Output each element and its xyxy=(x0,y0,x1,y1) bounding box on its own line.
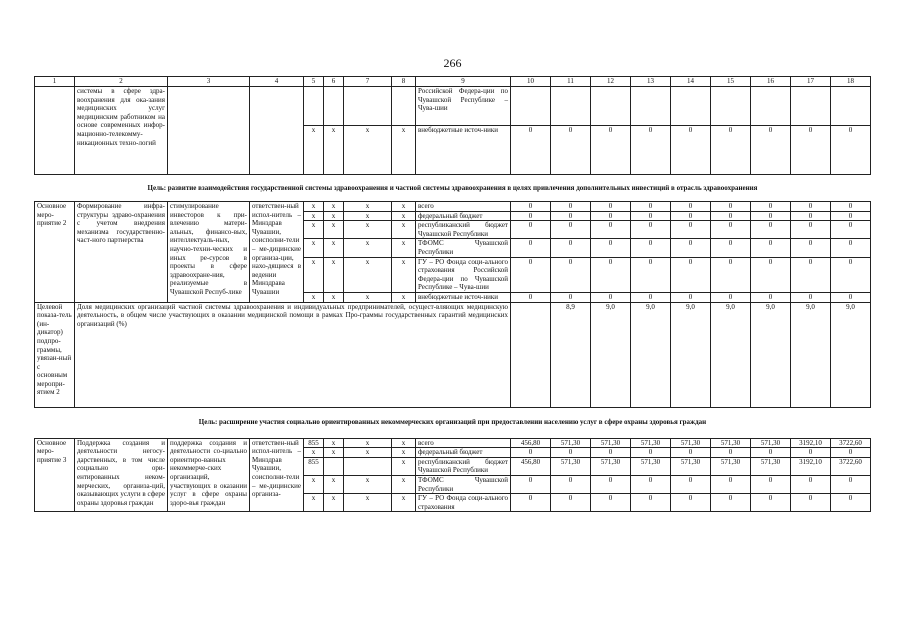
column-number: 1 xyxy=(35,77,75,87)
value-cell: 0 xyxy=(751,475,791,493)
value-cell: 0 xyxy=(631,126,671,175)
code-cell: х xyxy=(324,257,344,292)
value-cell: 571,30 xyxy=(751,457,791,475)
value-cell: 571,30 xyxy=(591,438,631,448)
funding-source-cell: ГУ – РО Фонда соци-ального страхования Российской Федера-ции по Чувашской Республике – Чува-шии xyxy=(416,257,511,292)
value-cell: 571,30 xyxy=(631,457,671,475)
value-cell: 0 xyxy=(831,211,871,221)
funding-source-cell: Российской Федера-ции по Чувашской Республике – Чува-шии xyxy=(416,87,511,126)
measure-number-cell: Основное меро-приятие 2 xyxy=(35,202,75,303)
value-cell: 0 xyxy=(791,448,831,458)
column-number: 15 xyxy=(711,77,751,87)
indicator-row xyxy=(35,302,871,407)
budget-table xyxy=(34,76,871,512)
code-cell: х xyxy=(344,475,392,493)
funding-source-cell: всего xyxy=(416,202,511,212)
column-number: 11 xyxy=(551,77,591,87)
value-cell: 0 xyxy=(671,221,711,239)
code-cell: х xyxy=(324,494,344,512)
column-number: 9 xyxy=(416,77,511,87)
code-cell: х xyxy=(304,494,324,512)
code-cell: х xyxy=(304,257,324,292)
value-cell: 0 xyxy=(751,257,791,292)
empty-cell xyxy=(511,87,551,126)
funding-source-cell: ГУ – РО Фонда соци-ального страхования xyxy=(416,494,511,512)
code-cell: х xyxy=(304,221,324,239)
code-cell: х xyxy=(392,494,416,512)
column-number: 2 xyxy=(75,77,168,87)
code-cell: х xyxy=(392,292,416,302)
code-cell: х xyxy=(304,126,324,175)
code-cell: х xyxy=(324,211,344,221)
column-number: 12 xyxy=(591,77,631,87)
value-cell: 0 xyxy=(791,257,831,292)
empty-cell xyxy=(344,87,392,126)
code-cell: х xyxy=(392,448,416,458)
funding-source-cell: всего xyxy=(416,438,511,448)
code-cell: х xyxy=(324,126,344,175)
value-cell: 0 xyxy=(831,239,871,257)
code-cell: х xyxy=(344,292,392,302)
value-cell: 0 xyxy=(791,126,831,175)
code-cell: х xyxy=(344,221,392,239)
code-cell: х xyxy=(392,202,416,212)
value-cell: 0 xyxy=(511,292,551,302)
code-cell: х xyxy=(304,448,324,458)
value-cell: 0 xyxy=(551,292,591,302)
empty-cell xyxy=(591,87,631,126)
value-cell: 0 xyxy=(791,211,831,221)
value-cell: 571,30 xyxy=(631,438,671,448)
measure-description-cell: поддержка создания и деятельности со-циально ориентиро-ванных некоммерче-ских организаций, участвующих в оказании услуг в сфере охраны здоро-вья граждан xyxy=(168,438,250,512)
code-cell xyxy=(324,457,344,475)
value-cell: 0 xyxy=(791,494,831,512)
code-cell: 855 xyxy=(304,438,324,448)
indicator-value-cell: 8,9 xyxy=(551,302,591,407)
value-cell: 0 xyxy=(711,202,751,212)
value-cell: 0 xyxy=(551,239,591,257)
value-cell: 0 xyxy=(671,292,711,302)
funding-source-cell: внебюджетные источ-ники xyxy=(416,126,511,175)
code-cell: х xyxy=(304,239,324,257)
empty-cell xyxy=(392,87,416,126)
value-cell: 0 xyxy=(751,239,791,257)
value-cell: 571,30 xyxy=(591,457,631,475)
code-cell: х xyxy=(344,438,392,448)
value-cell: 0 xyxy=(751,126,791,175)
goal-heading: Цель: расширение участия социально ориентированных некоммерческих организаций при предоставлении населению услуг в сфере охраны здоровья граждан xyxy=(35,407,871,438)
code-cell: х xyxy=(324,448,344,458)
empty-cell xyxy=(711,87,751,126)
column-number: 8 xyxy=(392,77,416,87)
value-cell: 571,30 xyxy=(551,438,591,448)
value-cell: 0 xyxy=(631,448,671,458)
code-cell: х xyxy=(392,438,416,448)
value-cell: 0 xyxy=(751,202,791,212)
value-cell: 0 xyxy=(631,239,671,257)
value-cell: 0 xyxy=(631,221,671,239)
value-cell: 0 xyxy=(751,448,791,458)
indicator-text-cell: Доля медицинских организаций частной системы здравоохранения и индивидуальных предпринимателей, осущест-вляющих медицинскую деятельность, в общем числе участвующих в оказании медицинской помощи в рамках Про-граммы государственных гарантий медицинских организаций (%) xyxy=(75,302,511,407)
value-cell: 0 xyxy=(591,211,631,221)
value-cell: 571,30 xyxy=(671,438,711,448)
value-cell: 0 xyxy=(591,475,631,493)
value-cell: 0 xyxy=(511,221,551,239)
value-cell: 0 xyxy=(631,211,671,221)
empty-cell xyxy=(35,87,75,175)
measure-name-cell: Поддержка создания и деятельности негосу-дарственных, в том числе социально ори-ентированных неком-мерческих, организа-ций, оказывающих услуги в сфере охраны здоровья граждан xyxy=(75,438,168,512)
value-cell: 0 xyxy=(631,494,671,512)
value-cell: 0 xyxy=(751,292,791,302)
empty-cell xyxy=(631,87,671,126)
funding-source-cell: республиканский бюджет Чувашской Республики xyxy=(416,221,511,239)
value-cell: 0 xyxy=(711,475,751,493)
value-cell: 0 xyxy=(511,448,551,458)
value-cell: 0 xyxy=(551,257,591,292)
column-number: 3 xyxy=(168,77,250,87)
code-cell: х xyxy=(324,221,344,239)
value-cell: 0 xyxy=(511,494,551,512)
value-cell: 0 xyxy=(831,202,871,212)
empty-cell xyxy=(671,87,711,126)
code-cell: х xyxy=(304,475,324,493)
value-cell: 0 xyxy=(591,494,631,512)
measure-number-cell: Основное меро-приятие 3 xyxy=(35,438,75,512)
column-number: 6 xyxy=(324,77,344,87)
empty-cell xyxy=(304,87,324,126)
code-cell: х xyxy=(304,202,324,212)
empty-cell xyxy=(551,87,591,126)
value-cell: 0 xyxy=(511,257,551,292)
value-cell: 571,30 xyxy=(711,438,751,448)
value-cell: 0 xyxy=(591,202,631,212)
value-cell: 0 xyxy=(711,292,751,302)
code-cell: х xyxy=(324,292,344,302)
code-cell: х xyxy=(392,475,416,493)
header-row xyxy=(35,77,871,87)
value-cell: 456,80 xyxy=(511,438,551,448)
measure-name-cell: Формирование инфра-структуры здраво-охранения с учетом внедрения механизма государственно-част-ного партнерства xyxy=(75,202,168,303)
code-cell: х xyxy=(392,257,416,292)
value-cell: 0 xyxy=(751,221,791,239)
value-cell: 0 xyxy=(831,126,871,175)
value-cell: 0 xyxy=(631,202,671,212)
code-cell: х xyxy=(324,475,344,493)
indicator-value-cell: 9,0 xyxy=(831,302,871,407)
code-cell: х xyxy=(304,292,324,302)
code-cell: х xyxy=(344,239,392,257)
table-row xyxy=(35,87,871,126)
goal-row xyxy=(35,407,871,438)
value-cell: 0 xyxy=(751,494,791,512)
column-number: 13 xyxy=(631,77,671,87)
measure-description-cell: стимулирование инвесторов к при-влечению матери-альных, финансо-вых, интеллектуаль-ных, научно-техни-ческих и иных ре-сурсов в проекты в сфере здравоохране-ния, реализуемые в Чувашской Респуб-лике xyxy=(168,202,250,303)
value-cell: 0 xyxy=(591,448,631,458)
value-cell: 0 xyxy=(791,292,831,302)
table-row xyxy=(35,202,871,212)
funding-source-cell: внебюджетные источ-ники xyxy=(416,292,511,302)
value-cell: 0 xyxy=(791,475,831,493)
code-cell: 855 xyxy=(304,457,324,475)
value-cell: 3722,60 xyxy=(831,438,871,448)
indicator-value-cell: 9,0 xyxy=(791,302,831,407)
value-cell: 456,80 xyxy=(511,457,551,475)
empty-cell xyxy=(324,87,344,126)
value-cell: 0 xyxy=(591,292,631,302)
value-cell: 0 xyxy=(511,475,551,493)
value-cell: 0 xyxy=(671,448,711,458)
code-cell: х xyxy=(392,211,416,221)
value-cell: 0 xyxy=(671,257,711,292)
funding-source-cell: ТФОМС Чувашской Республики xyxy=(416,475,511,493)
value-cell: 0 xyxy=(631,257,671,292)
value-cell: 3192,10 xyxy=(791,457,831,475)
column-number: 17 xyxy=(791,77,831,87)
value-cell: 0 xyxy=(831,257,871,292)
code-cell: х xyxy=(344,202,392,212)
value-cell: 0 xyxy=(551,448,591,458)
code-cell: х xyxy=(392,221,416,239)
value-cell: 0 xyxy=(591,126,631,175)
value-cell: 0 xyxy=(711,126,751,175)
code-cell: х xyxy=(392,126,416,175)
value-cell: 0 xyxy=(591,239,631,257)
value-cell: 0 xyxy=(551,126,591,175)
indicator-value-cell: 9,0 xyxy=(711,302,751,407)
column-number: 16 xyxy=(751,77,791,87)
value-cell: 0 xyxy=(551,211,591,221)
value-cell: 0 xyxy=(791,239,831,257)
value-cell: 0 xyxy=(711,494,751,512)
value-cell: 3722,60 xyxy=(831,457,871,475)
value-cell: 571,30 xyxy=(751,438,791,448)
value-cell: 0 xyxy=(831,221,871,239)
value-cell: 0 xyxy=(511,126,551,175)
column-number: 18 xyxy=(831,77,871,87)
value-cell: 571,30 xyxy=(551,457,591,475)
value-cell: 0 xyxy=(551,475,591,493)
empty-cell xyxy=(791,87,831,126)
empty-cell xyxy=(168,87,250,175)
indicator-value-cell: 9,0 xyxy=(751,302,791,407)
funding-source-cell: ТФОМС Чувашской Республики xyxy=(416,239,511,257)
empty-cell xyxy=(511,302,551,407)
value-cell: 0 xyxy=(511,202,551,212)
value-cell: 0 xyxy=(711,257,751,292)
column-number: 4 xyxy=(250,77,304,87)
value-cell: 0 xyxy=(671,239,711,257)
code-cell: х xyxy=(344,448,392,458)
value-cell: 571,30 xyxy=(711,457,751,475)
value-cell: 0 xyxy=(751,211,791,221)
value-cell: 0 xyxy=(791,202,831,212)
value-cell: 0 xyxy=(711,448,751,458)
value-cell: 0 xyxy=(671,202,711,212)
value-cell: 0 xyxy=(551,202,591,212)
code-cell: х xyxy=(344,494,392,512)
funding-source-cell: федеральный бюджет xyxy=(416,448,511,458)
value-cell: 0 xyxy=(671,211,711,221)
funding-source-cell: республиканский бюджет Чувашской Республики xyxy=(416,457,511,475)
value-cell: 0 xyxy=(711,239,751,257)
indicator-value-cell: 9,0 xyxy=(591,302,631,407)
indicator-label-cell: Целевой показа-тель (ин-дикатор) подпро-граммы, увязан-ный с основным меропри-ятием 2 xyxy=(35,302,75,407)
code-cell: х xyxy=(392,239,416,257)
value-cell: 0 xyxy=(631,475,671,493)
value-cell: 3192,10 xyxy=(791,438,831,448)
value-cell: 0 xyxy=(711,221,751,239)
funding-source-cell: федеральный бюджет xyxy=(416,211,511,221)
measure-name-cell: системы в сфере здра-воохранения для ока-зания медицинских услуг медицинским работником на основе современных инфор-мационно-телекомму-никационных техно-логий xyxy=(75,87,168,175)
page-number: 266 xyxy=(443,56,462,70)
value-cell: 0 xyxy=(831,292,871,302)
indicator-value-cell: 9,0 xyxy=(631,302,671,407)
table-row xyxy=(35,438,871,448)
code-cell: х xyxy=(344,211,392,221)
empty-cell xyxy=(250,87,304,175)
column-number: 10 xyxy=(511,77,551,87)
column-number: 5 xyxy=(304,77,324,87)
executor-cell: ответствен-ный испол-нитель – Минздрав Чувашии, соисполни-тели – ме-дицинские организа-ции, нахо-дящиеся в ведении Минздрава Чувашии xyxy=(250,202,304,303)
value-cell: 0 xyxy=(831,494,871,512)
executor-cell: ответствен-ный испол-нитель – Минздрав Чувашии, соисполни-тели – ме-дицинские организа- xyxy=(250,438,304,512)
value-cell: 0 xyxy=(671,126,711,175)
value-cell: 0 xyxy=(831,475,871,493)
code-cell: х xyxy=(324,202,344,212)
code-cell: х xyxy=(344,126,392,175)
value-cell: 0 xyxy=(591,257,631,292)
code-cell: х xyxy=(324,239,344,257)
value-cell: 571,30 xyxy=(671,457,711,475)
code-cell: х xyxy=(304,211,324,221)
empty-cell xyxy=(831,87,871,126)
code-cell: х xyxy=(392,457,416,475)
code-cell xyxy=(344,457,392,475)
goal-row xyxy=(35,175,871,202)
value-cell: 0 xyxy=(511,239,551,257)
column-number: 14 xyxy=(671,77,711,87)
code-cell: х xyxy=(324,438,344,448)
value-cell: 0 xyxy=(791,221,831,239)
value-cell: 0 xyxy=(631,292,671,302)
value-cell: 0 xyxy=(671,494,711,512)
indicator-value-cell: 9,0 xyxy=(671,302,711,407)
code-cell: х xyxy=(344,257,392,292)
value-cell: 0 xyxy=(671,475,711,493)
column-number: 7 xyxy=(344,77,392,87)
value-cell: 0 xyxy=(551,494,591,512)
value-cell: 0 xyxy=(551,221,591,239)
value-cell: 0 xyxy=(711,211,751,221)
goal-heading: Цель: развитие взаимодействия государственной системы здравоохранения и частной системы здравоохранения в целях привлечения дополнительных инвестиций в отрасль здравоохранения xyxy=(35,175,871,202)
empty-cell xyxy=(751,87,791,126)
value-cell: 0 xyxy=(831,448,871,458)
value-cell: 0 xyxy=(591,221,631,239)
value-cell: 0 xyxy=(511,211,551,221)
